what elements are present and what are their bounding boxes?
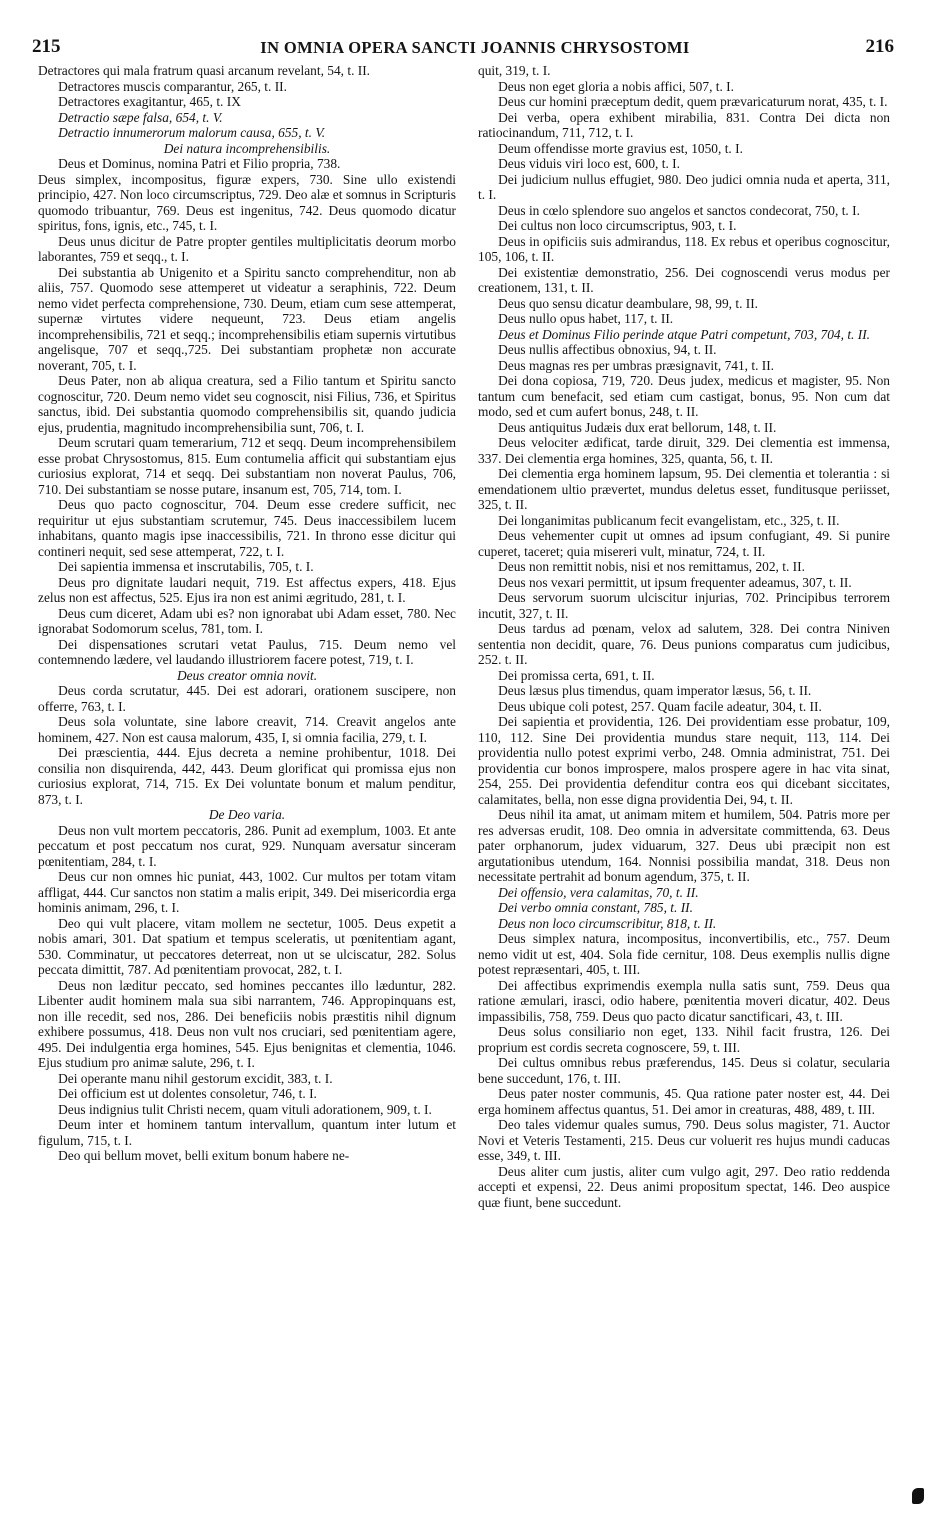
index-entry: Deus tardus ad pœnam, velox ad salutem, 328. Dei contra Niniven sententia non decidit, quare, 76. Deus punions comparatus cum judicibus, 252. t. II. bbox=[478, 621, 890, 667]
index-entry: Deus antiquitus Judæis dux erat bellorum, 148, t. II. bbox=[498, 419, 777, 435]
index-entry: Deus servorum suorum ulciscitur injurias, 702. Principibus terrorem incutit, 327, t. II. bbox=[478, 590, 890, 621]
index-entry: Deus ubique coli potest, 257. Quam facile adeatur, 304, t. II. bbox=[498, 698, 822, 714]
index-entry: Detractores muscis comparantur, 265, t. II. bbox=[58, 78, 287, 94]
index-entry: Deus quo sensu dicatur deambulare, 98, 99, t. II. bbox=[498, 295, 759, 311]
index-entry: Deus corda scrutatur, 445. Dei est adorari, orationem suscipere, non offerre, 763, t. I. bbox=[38, 683, 456, 714]
index-entry: Deus sola voluntate, sine labore creavit, 714. Creavit angelos ante hominem, 427. Non est causa malorum, 435, I, si omnia facilia, 279, t. I. bbox=[38, 714, 456, 745]
index-entry: Detractio innumerorum malorum causa, 655, t. V. bbox=[58, 125, 326, 140]
index-entry: Deo qui vult placere, vitam mollem ne sectetur, 1005. Deus expetit a nobis amari, 301. Dat spatium et tempus sceleratis, ut pœnitentiam agant, 530. Comminatur, ut peccatores deterreat, non ut se ulciscatur, 282. Solus peccata dimittit, 787. Ad pœnitentiam provocat, 282, t. I. bbox=[38, 915, 456, 977]
running-title: IN OMNIA OPERA SANCTI JOANNIS CHRYSOSTOMI bbox=[260, 38, 690, 57]
index-entry: Deus indignius tulit Christi necem, quam vituli adorationem, 909, t. I. bbox=[58, 1101, 432, 1117]
page-number-right: 216 bbox=[865, 36, 894, 57]
index-entry: Detractores exagitantur, 465, t. IX bbox=[58, 94, 241, 109]
index-entry: Dei verbo omnia constant, 785, t. II. bbox=[498, 900, 693, 915]
index-entry: Dei cultus omnibus rebus præferendus, 145. Deus si colatur, secularia bene succedunt, 176, t. III. bbox=[478, 1055, 890, 1086]
index-entry: Dei sapientia immensa et inscrutabilis, 705, t. I. bbox=[58, 559, 314, 574]
index-entry: Dei dona copiosa, 719, 720. Deus judex, medicus et magister, 95. Non tantum cum benefacit, sed etiam cum castigat, bonus, 95. Non cum dat modo, sed et cum aufert bonus, 248, t. II. bbox=[478, 373, 890, 419]
index-entry: Deus simplex natura, incompositus, inconvertibilis, etc., 757. Deum nemo vidit ut est, 404. Sola fide cernitur, 108. Deus exemplis nullis digne potest repræsentari, 405, t. III. bbox=[478, 931, 890, 977]
index-entry: Deus non eget gloria a nobis affici, 507, t. I. bbox=[498, 78, 734, 94]
index-entry: Deo qui bellum movet, belli exitum bonum habere ne- bbox=[58, 1148, 350, 1163]
page-header bbox=[0, 36, 928, 60]
index-entry: Dei existentiæ demonstratio, 256. Dei cognoscendi verus modus per creationem, 131, t. II. bbox=[478, 264, 890, 295]
index-entry: Deus cum diceret, Adam ubi es? non ignorabat ubi Adam esset, 780. Nec ignorabat Sodomorum scelus, 781, tom. I. bbox=[38, 605, 456, 636]
index-entry: Detractio sæpe falsa, 654, t. V. bbox=[58, 109, 223, 125]
index-entry: Deus in cœlo splendore suo angelos et sanctos condecorat, 750, t. I. bbox=[498, 202, 860, 218]
index-entry: Deus non loco circumscribitur, 818, t. II. bbox=[498, 915, 717, 931]
section-subheading: Dei natura incomprehensibilis. bbox=[163, 140, 331, 156]
index-entry: Deus quo pacto cognoscitur, 704. Deum esse credere sufficit, nec requiritur ut ejus substantiam scrutemur, 745. Deus inaccessibilem lucem inhabitans, quanto magis ipse inaccessibilis, 721. In throno esse dicitur qui contineri nequit, sed sese attemperat, 722, t. I. bbox=[38, 497, 456, 559]
index-entry: quit, 319, t. I. bbox=[478, 63, 551, 78]
section-subheading: Deus creator omnia novit. bbox=[176, 667, 318, 683]
index-entry: Deus nullis affectibus obnoxius, 94, t. II. bbox=[498, 342, 717, 357]
index-entry: Dei dispensationes scrutari vetat Paulus, 715. Deum nemo vel contemnendo lædere, vel laudando illustriorem facere potest, 719, t. I. bbox=[38, 636, 456, 667]
index-entry: Deus aliter cum justis, aliter cum vulgo agit, 297. Deo ratio reddenda accepti et expensi, 22. Deus animi propositum spectat, 146. Deo auspice quæ fiunt, bene succedunt. bbox=[478, 1163, 890, 1210]
index-entry: Dei promissa certa, 691, t. II. bbox=[498, 667, 655, 683]
index-entry: Deus pro dignitate laudari nequit, 719. Est affectus expers, 418. Ejus zelus non est affectus, 525. Ejus ira non est animi ægritudo, 281, t. I. bbox=[38, 574, 456, 605]
index-entry: Deus cur homini præceptum dedit, quem prævaricaturum norat, 435, t. I. bbox=[498, 94, 888, 109]
index-entry: Deus magnas res per umbras præsignavit, 741, t. II. bbox=[498, 357, 775, 373]
index-entry: Dei cultus non loco circumscriptus, 903, t. I. bbox=[498, 218, 737, 233]
index-entry: Deus velociter ædificat, tarde diruit, 329. Dei clementia est immensa, 337. Dei clementia erga homines, 325, quanta, 56, t. II. bbox=[478, 435, 890, 466]
index-entry: Deus nos vexari permittit, ut ipsum frequenter adeamus, 307, t. II. bbox=[498, 574, 852, 590]
index-entry: Deus non læditur peccato, sed homines peccantes illo læduntur, 282. Libenter audit hominem mala sua sibi narrantem, 746. Appropinquans est, non ille recedit, sed nos, 286. Dei beneficiis nobis præstitis nihil dignum exhibere possumus, 418. Deus non vult nos cruciari, sed pœnitentiam agere, 495. Dei indulgentia erga homines, 545. Ejus benignitas et clementia, 1046. Ejus studium pro animæ salute, 296, t. I. bbox=[38, 977, 456, 1070]
index-entry: Dei officium est ut dolentes consoletur, 746, t. I. bbox=[58, 1086, 317, 1101]
index-entry: Deus non vult mortem peccatoris, 286. Punit ad exemplum, 1003. Et ante peccatum et post peccatum nos curat, 929. Nunquam aversatur sinceram pœnitentiam, 284, t. I. bbox=[38, 822, 456, 869]
index-entry: Deus non remittit nobis, nisi et nos remittamus, 202, t. II. bbox=[498, 559, 805, 574]
index-entry: Deus simplex, incompositus, figuræ expers, 730. Sine ullo existendi principio, 427. Non loco circumscriptus, 729. Deo alæ et somnus in Scripturis quomodo tribuantur, 769. Deus est ingenitus, 742. Deus quomodo dicatur spiritus, fons, ignis, etc., 745, t. I. bbox=[38, 171, 456, 233]
index-entry: Dei præscientia, 444. Ejus decreta a nemine prohibentur, 1018. Dei consilia non disquirenda, 442, 443. Deum glorificat qui promissa ejus non curiosius explorat, 714, 715. Ex Dei voluntate bonum et malum penditur, 873, t. I. bbox=[38, 745, 456, 807]
index-entry: Deus nullo opus habet, 117, t. II. bbox=[498, 311, 674, 326]
index-entry: Deus in opificiis suis admirandus, 118. Ex rebus et operibus cognoscitur, 105, 106, t. II. bbox=[478, 233, 890, 264]
index-entry: Deus et Dominus Filio perinde atque Patri competunt, 703, 704, t. II. bbox=[498, 326, 871, 342]
index-entry: Deus vehementer cupit ut omnes ad ipsum confugiant, 49. Si punire cuperet, taceret; quia misereri vult, minatur, 724, t. II. bbox=[478, 528, 890, 559]
left-column bbox=[38, 63, 456, 1531]
index-entry: Deus solus consiliario non eget, 133. Nihil facit frustra, 126. Dei proprium est cordis secreta cognoscere, 59, t. III. bbox=[478, 1024, 890, 1055]
right-column bbox=[478, 63, 890, 1531]
index-entry: Deus nihil ita amat, ut animam mitem et humilem, 504. Patris more per res adversas erudit, 108. Deo omnia in adversitate committenda, 63. Deus pater orphanorum, judex viduarum, 327. Deus ubi præcipit non est argutationibus utendum, 164. Nonnisi possibilia mandat, 318. Deus non necessitate pertrahit ad bonum agendum, 375, t. II. bbox=[478, 807, 890, 884]
index-entry: Deus pater noster communis, 45. Qua ratione pater noster est, 44. Dei erga hominem affectus quantus, 51. Dei amor in creaturas, 488, 489, t. III. bbox=[478, 1086, 890, 1117]
index-entry: Deus Pater, non ab aliqua creatura, sed a Filio tantum et Spiritu sancto cognoscitur, 720. Deum nemo videt seu cognoscit, nisi Filius, 736, et Spiritus sanctus, ibid. Dei substantia quomodo comprehensibilis sit, quando judicia ejus, prudentia, magnitudo incomprehensibilia sunt, 706, t. I. bbox=[38, 373, 456, 435]
index-entry: Dei longanimitas publicanum fecit evangelistam, etc., 325, t. II. bbox=[498, 512, 840, 528]
index-entry: Dei operante manu nihil gestorum excidit, 383, t. I. bbox=[58, 1070, 333, 1086]
index-entry: Deo tales videmur quales sumus, 790. Deus solus magister, 71. Auctor Novi et Veteris Testamenti, 215. Deus cur voluerit res hujus mundi caducas esse, 349, t. III. bbox=[478, 1117, 890, 1163]
margin-ink-mark bbox=[912, 1488, 924, 1504]
index-entry: Dei clementia erga hominem lapsum, 95. Dei clementia et tolerantia : si emendationem ultio prævertet, mundus deletus esset, funditusque periisset, 325, t. II. bbox=[478, 466, 890, 512]
index-entry: Detractores qui mala fratrum quasi arcanum revelant, 54, t. II. bbox=[38, 63, 371, 78]
index-entry: Deum scrutari quam temerarium, 712 et seqq. Deum incomprehensibilem esse probat Chrysostomus, 815. Eum contumelia afficit qui substantiam ejus curiosius explorat, 714 et seqq. Dei substantiam non noverat Paulus, 706, 710. Dei substantiam se nosse putare, insanum est, 705, 714, tom. I. bbox=[38, 435, 456, 497]
index-entry: Dei substantia ab Unigenito et a Spiritu sancto comprehenditur, non ab aliis, 757. Quomodo sese attemperet ut videatur a seraphinis, 722. Deum nemo videt perfecta comprehensione, 730. Deum, etiam cum sese attemperat, supernæ virtutes videre nequeunt, 723. Deus etiam angelis incomprehensibilis, 721 et seqq.; incomprehensibilis etiam supernis virtutibus angelisque, 707 et seqq.,725. Dei substantiam prophetæ non accurate noverant, 705, t. I. bbox=[38, 264, 456, 373]
index-entry: Dei sapientia et providentia, 126. Dei providentiam esse probatur, 109, 110, 112. Sine Dei providentia mundus stare nequit, 113, 114. Dei providentia nullo potest exprimi verbo, 248. Omnia administrat, 751. Dei providentia cur bonos improspere, malos prospere agere in hac vita sinat, 254, 255. Dei providentia defenditur contra eos qui dicebant siccitates, calamitates, bella, non esse digna providentia Dei, 94, t. II. bbox=[478, 714, 890, 807]
index-entry: Dei judicium nullus effugiet, 980. Deo judici omnia nuda et aperta, 311, t. I. bbox=[478, 171, 890, 202]
index-entry: Deum offendisse morte gravius est, 1050, t. I. bbox=[498, 140, 743, 156]
index-entry: Dei verba, opera exhibent mirabilia, 831. Contra Dei dicta non ratiocinandum, 711, 712, t. I. bbox=[478, 109, 890, 140]
page-number-left: 215 bbox=[32, 36, 61, 57]
index-entry: Deus læsus plus timendus, quam imperator læsus, 56, t. II. bbox=[498, 683, 812, 698]
index-entry: Deus cur non omnes hic puniat, 443, 1002. Cur multos per totam vitam affligat, 444. Cur sanctos non statim a malis eripit, 349. Dei misericordia erga hominis animam, 296, t. I. bbox=[38, 869, 456, 915]
index-entry: Dei affectibus exprimendis exempla nulla satis sunt, 759. Deus qua ratione æmulari, irasci, odio habere, pœnitentia moveri dicatur, 402. Deus impassibilis, 758, 759. Deus quo pacto dicatur sanctificari, 43, t. III. bbox=[478, 977, 890, 1024]
section-subheading: De Deo varia. bbox=[208, 807, 286, 822]
index-entry: Deus unus dicitur de Patre propter gentiles multiplicitatis deorum morbo laborantes, 759 et seqq., t. I. bbox=[38, 233, 456, 264]
index-entry: Deus et Dominus, nomina Patri et Filio propria, 738. bbox=[58, 156, 341, 171]
index-entry: Deum inter et hominem tantum intervallum, quantum inter lutum et figulum, 715, t. I. bbox=[38, 1117, 456, 1148]
index-entry: Deus viduis viri loco est, 600, t. I. bbox=[498, 156, 680, 171]
index-entry: Dei offensio, vera calamitas, 70, t. II. bbox=[498, 884, 699, 900]
